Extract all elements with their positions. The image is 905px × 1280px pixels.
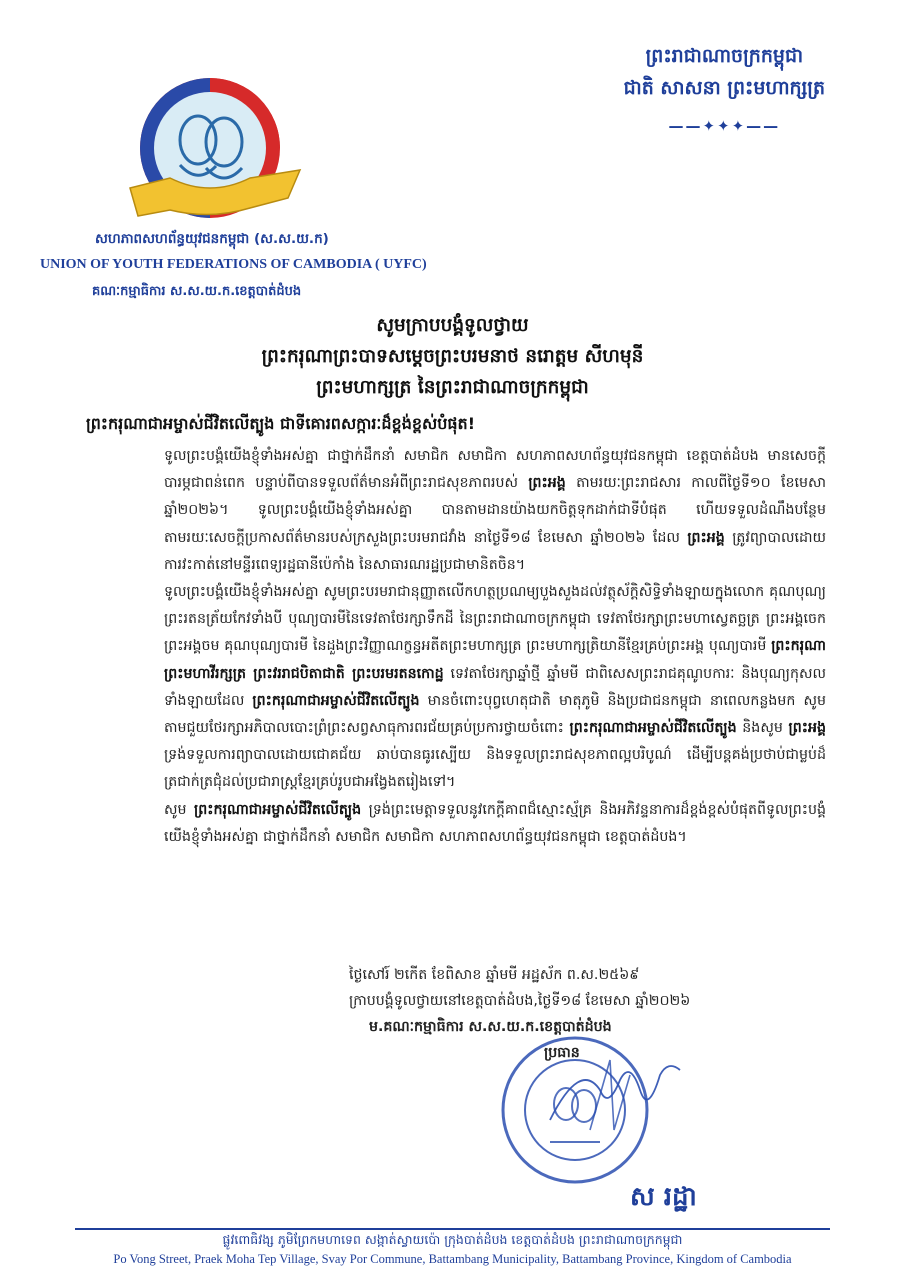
text-run: តាមរយៈព្រះរាជសារ កាលពីថ្ងៃទី១០ ខែមេសា ឆ្នាំ២០២៦។ ទូលព្រះបង្គំយើងខ្ញុំទាំងអស់គ្នា បានតាមដានយ៉ាងយកចិត្តទុកដាក់ជាទីបំផុត ហើយទទួលដំណឹងបន្ថែម តាមរយៈសេចក្តីប្រកាសព័ត៌មានរបស់ក្រសួងព្រះបរមរាជវាំង នាថ្ងៃទី១៨ ខែមេសា ឆ្នាំ២០២៦ ដែល (164, 475, 826, 546)
paragraph-1 (86, 443, 826, 579)
org-committee: គណៈកម្មាធិការ ស.ស.យ.ក.ខេត្តបាត់ដំបង (92, 284, 302, 299)
signatory: ម.គណៈកម្មាធិការ ស.ស.យ.ក.ខេត្តបាត់ដំបង (369, 1019, 612, 1035)
text-run: ទូលព្រះបង្គំយើងខ្ញុំទាំងអស់គ្នា ជាថ្នាក់ដឹកនាំ សមាជិក សមាជិកា សហភាពសហព័ន្ធយុវជនកម្ពុជា ខេត្តបាត់ដំបង មានសេចក្តីបារម្ភជាពន់ពេក បន្ទាប់ពីបានទទួលព័ត៌មានអំពីព្រះរាជសុខភាពរបស់ (164, 448, 826, 492)
kingdom-header (624, 40, 825, 142)
text-run: ត្រូវព្យាបាលដោយការវះកាត់នៅមន្ទីរពេទ្យរដ្ឋធានីប៉េកាំង នៃសាធារណរដ្ឋប្រជាមានិតចិន។ (164, 529, 826, 573)
kingdom-motto: ជាតិ សាសនា ព្រះមហាក្សត្រ (623, 77, 825, 99)
heading-line-2: ព្រះករុណាព្រះបាទសម្តេចព្រះបរមនាថ នរោត្តម សីហមុនី (261, 346, 644, 367)
paragraph-2 (86, 579, 826, 797)
bold-text: ព្រះអង្គ (687, 529, 725, 546)
signatory-title: ប្រធាន (544, 1045, 580, 1061)
text-run: ទ្រង់ទទួលការព្យាបាលដោយជោគជ័យ ឆាប់បានធូរស្បើយ និងទទួលព្រះរាជសុខភាពល្អបរិបូណ៌ ដើម្បីបន្តគង់ប្រថាប់ជាម្លប់ដ៏ត្រជាក់ត្រជុំដល់ប្រជារាស្ត្រខ្មែរគ្រប់រូបជាអង្វែងតរៀងទៅ។ (164, 747, 826, 791)
official-stamp-icon (490, 1020, 690, 1200)
place-date: ក្រាបបង្គំទូលថ្វាយនៅខេត្តបាត់ដំបង,ថ្ងៃទី១៨ ខែមេសា ឆ្នាំ២០២៦ (349, 993, 691, 1009)
footer-address-khmer: ផ្លូវពោធិវង្ស ភូមិព្រែកមហាទេព សង្កាត់ស្វាយប៉ោ ក្រុងបាត់ដំបង ខេត្តបាត់ដំបង ព្រះរាជាណាចក្រកម្ពុជា (222, 1232, 683, 1247)
bold-text: ព្រះអង្គ (528, 475, 566, 492)
text-run: ទេវតាថែរក្សាឆ្នាំថ្មី ឆ្នាំមមី ជាពិសេសព្រះរាជគុណូបការៈ និងបុណ្យកុសលទាំងឡាយដែល (164, 665, 826, 709)
bold-text: ព្រះករុណាជាអម្ចាស់ជីវិតលើត្បូង (194, 801, 362, 818)
text-run: មានចំពោះបុព្វហេតុជាតិ មាតុភូមិ និងប្រជាជនកម្ពុជា នាពេលកន្លងមក សូមតាមជួយថែរក្សាអភិបាលបោះព្រំព្រះសព្វសាធុការពរជ័យគ្រប់ប្រការថ្វាយចំពោះ (164, 692, 826, 737)
text-run: សូម (164, 801, 195, 818)
footer-divider (75, 1228, 830, 1230)
bold-text: ព្រះករុណាជាអម្ចាស់ជីវិតលើត្បូង (252, 692, 420, 709)
salutation: ព្រះករុណាជាអម្ចាស់ជីវិតលើត្បូង ជាទីគោរពសក្ការៈដ៏ខ្ពង់ខ្ពស់បំផុត! (86, 414, 475, 433)
text-run: ទូលព្រះបង្គំយើងខ្ញុំទាំងអស់គ្នា សូមព្រះបរមរាជានុញ្ញាតលើកហត្ថប្រណម្យបួងសួងដល់វត្ថុស័ក្តិសិទ្ធិទាំងឡាយក្នុងលោក គុណបុណ្យព្រះរតនត្រ័យកែវទាំងបី បុណ្យបារមីនៃទេវតាថែរក្សាទឹកដី នៃព្រះរាជាណាចក្រកម្ពុជា ទេវតាថែរក្សាព្រះមហាស្វេតច្ឆត្រ ព្រះអង្គចេក ព្រះអង្គចម គុណបុណ្យបារមី នៃដួងព្រះវិញ្ញាណក្ខន្ធអតីតព្រះមហាក្សត្រ ព្រះមហាក្សត្រិយានីខ្មែរគ្រប់ព្រះអង្គ បុណ្យបារមី (164, 584, 826, 655)
letter-body (86, 443, 826, 851)
signature-icon (550, 1066, 680, 1120)
bold-text: ព្រះអង្គ (788, 720, 826, 737)
heading-line-3: ព្រះមហាក្សត្រ នៃព្រះរាជាណាចក្រកម្ពុជា (316, 377, 589, 398)
footer-address-english: Po Vong Street, Praek Moha Tep Village, Svay Por Commune, Battambang Municipality, Battambang Province, Kingdom of Cambodia (113, 1252, 792, 1266)
org-name-english: UNION OF YOUTH FEDERATIONS OF CAMBODIA ( UYFC) (40, 257, 427, 272)
heading-line-1: សូមក្រាបបង្គំទូលថ្វាយ (376, 315, 529, 336)
letter-heading (0, 310, 905, 403)
signatory-name: ស រដ្ឋា (630, 1182, 697, 1212)
kingdom-separator: ——✦✦✦—— (668, 117, 781, 135)
bold-text: ព្រះករុណា ព្រះមហាវីរក្សត្រ ព្រះវររាជបិតាជាតិ ព្រះបរមរតនកោដ្ឋ (164, 638, 826, 682)
bold-text: ព្រះករុណាជាអម្ចាស់ជីវិតលើត្បូង (569, 720, 737, 737)
uyfc-logo-icon (110, 70, 310, 240)
org-name-khmer: សហភាពសហព័ន្ធយុវជនកម្ពុជា (ស.ស.យ.ក) (95, 231, 329, 247)
text-run: ទ្រង់ព្រះមេត្តាទទួលនូវកេក្តីគាពជ៏ស្មោះស្ម័គ្រ និងអភិវន្ទនាការដ៏ខ្ពង់ខ្ពស់បំផុតពីទូលព្រះបង្គំយើងខ្ញុំទាំងអស់គ្នា ជាថ្នាក់ដឹកនាំ សមាជិក សមាជិកា សហភាពសហព័ន្ធយុវជនកម្ពុជា ខេត្តបាត់ដំបង។ (164, 801, 826, 845)
text-run: និងសូម (736, 720, 789, 737)
kingdom-title: ព្រះរាជាណាចក្រកម្ពុជា (645, 45, 804, 67)
paragraph-3 (86, 797, 826, 851)
lunar-date: ថ្ងៃសៅរ៍ ២កើត ខែពិសាខ ឆ្នាំមមី អដ្ឋស័ក ព.ស.២៥៦៩ (349, 967, 640, 983)
